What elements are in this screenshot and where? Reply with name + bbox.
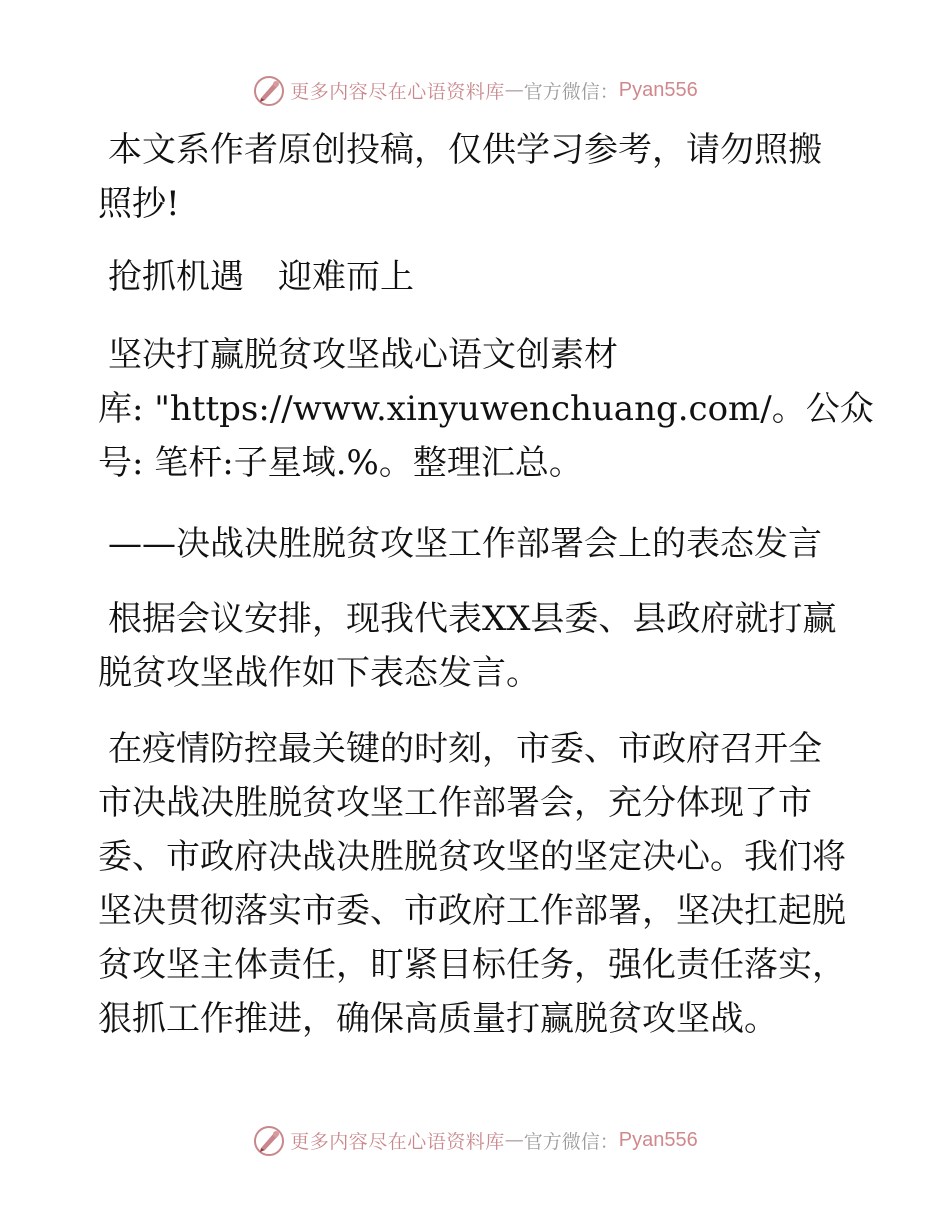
copyright-notice-line: 照抄! xyxy=(98,184,180,224)
paragraph-line: 坚决贯彻落实市委、市政府工作部署，坚决扛起脱 xyxy=(98,891,846,931)
header-watermark-banner xyxy=(0,70,950,110)
subtitle-line: 坚决打赢脱贫攻坚战心语文创素材 xyxy=(108,335,618,375)
paragraph-2 xyxy=(98,722,858,1046)
banner-text: 更多内容尽在心语资料库 xyxy=(290,80,505,103)
banner-wechat-label: 官方微信： xyxy=(523,1130,619,1153)
occasion-line: ——决战决胜脱贫攻坚工作部署会上的表态发言 xyxy=(108,524,822,564)
paragraph-line: 在疫情防控最关键的时刻，市委、市政府召开全 xyxy=(108,729,822,769)
document-title: 抢抓机遇 迎难而上 xyxy=(108,257,414,297)
paragraph-1 xyxy=(98,592,858,700)
pen-logo-icon xyxy=(252,73,286,107)
paragraph-line: 根据会议安排，现我代表XX县委、县政府就打赢 xyxy=(108,599,837,639)
subtitle-line: 号: 笔杆:子星域.%。整理汇总。 xyxy=(98,443,583,483)
banner-wechat-id: Pyan556 xyxy=(618,1128,698,1151)
banner-dash: — xyxy=(504,79,524,101)
copyright-notice-line: 本文系作者原创投稿，仅供学习参考，请勿照搬 xyxy=(108,130,822,170)
pen-logo-icon xyxy=(252,1123,286,1157)
banner-wechat-label: 官方微信： xyxy=(523,80,619,103)
banner-dash: — xyxy=(504,1129,524,1151)
paragraph-line: 脱贫攻坚战作如下表态发言。 xyxy=(98,653,540,693)
paragraph-line: 市决战决胜脱贫攻坚工作部署会，充分体现了市 xyxy=(98,783,812,823)
document-title-block xyxy=(98,250,858,304)
subtitle-line: 库: "https://www.xinyuwenchuang.com/。公众 xyxy=(98,389,874,429)
banner-text: 更多内容尽在心语资料库 xyxy=(290,1130,505,1153)
document-subtitle-block xyxy=(98,328,874,490)
occasion-block xyxy=(98,517,858,571)
paragraph-line: 委、市政府决战决胜脱贫攻坚的坚定决心。我们将 xyxy=(98,837,846,877)
banner-wechat-id: Pyan556 xyxy=(618,78,698,101)
paragraph-line: 狠抓工作推进，确保高质量打赢脱贫攻坚战。 xyxy=(98,999,778,1039)
document-body xyxy=(98,123,858,231)
paragraph-line: 贫攻坚主体责任，盯紧目标任务，强化责任落实， xyxy=(98,945,846,985)
footer-watermark-banner xyxy=(0,1120,950,1160)
